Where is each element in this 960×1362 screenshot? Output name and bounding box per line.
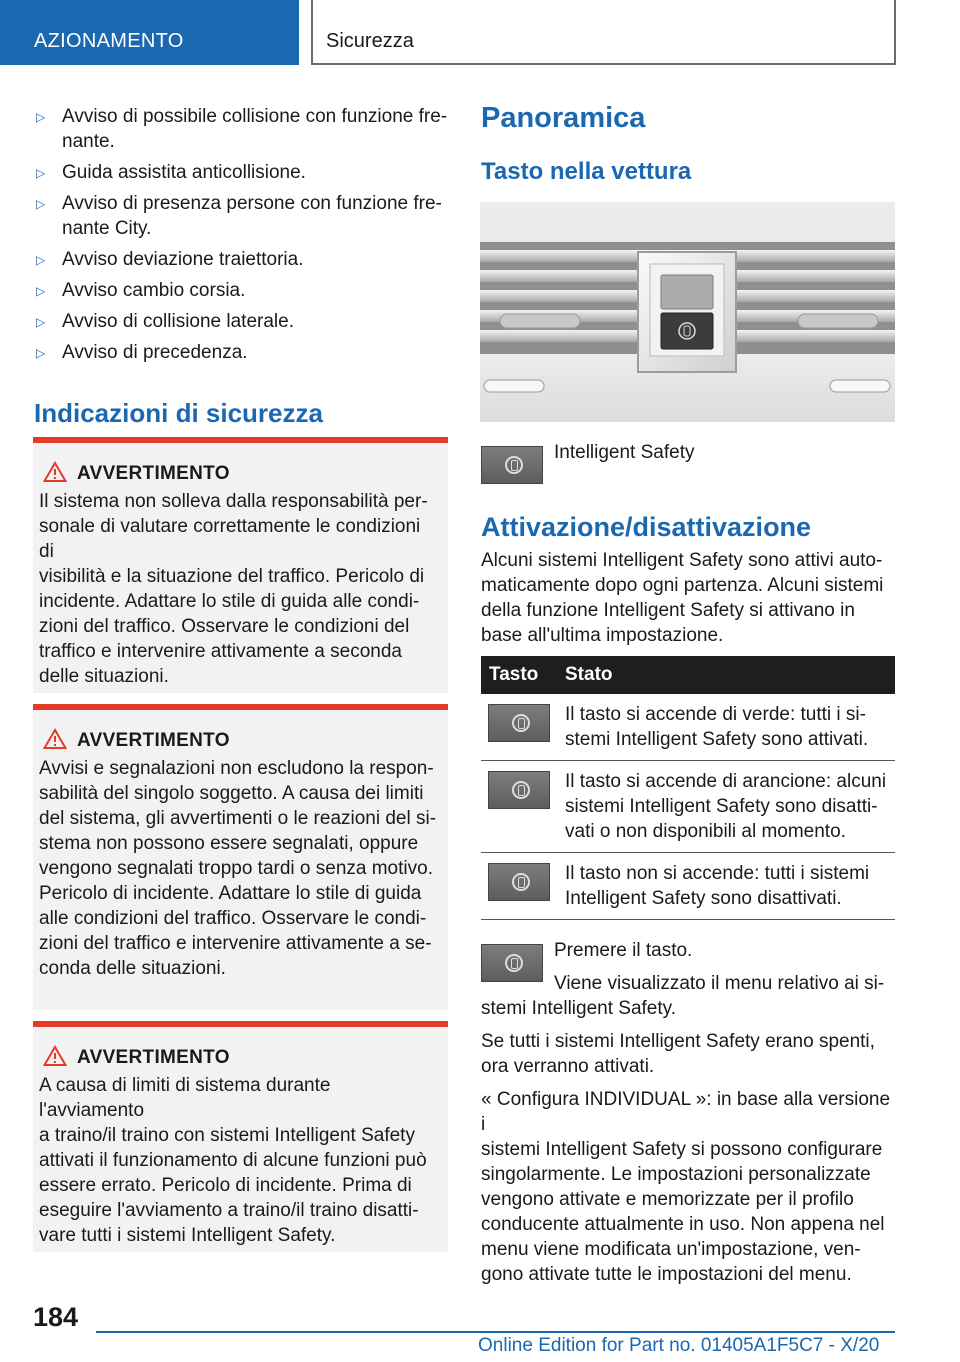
bullet-triangle-icon: ▷ [36, 346, 46, 360]
list-item: ▷ Avviso deviazione traiettoria. [34, 247, 448, 272]
bullet-triangle-icon: ▷ [36, 166, 46, 180]
button-orange-icon [488, 771, 550, 809]
table-row [481, 853, 895, 920]
bullet-triangle-icon: ▷ [36, 315, 46, 329]
safety-heading: Indicazioni di sicurezza [34, 398, 323, 428]
warning-title: AVVERTIMENTO [39, 730, 440, 752]
footer-rule [96, 1331, 895, 1333]
warning-text: A causa di limiti di sistema durante l'avviamento a traino/il traino con sistemi Intelligent Safety attivati il funzionamento di alcune funzioni può essere errato. Pericolo di incidente. Prima di eseguire l'avviamento a traino/il traino disatti- vare tutti i sistemi Intelligent Safety. [39, 1075, 427, 1246]
warning-text: Il sistema non solleva dalla responsabilità per- sonale di valutare correttamente le condizioni di visibilità e la situazione del traffico. Pericolo di incidente. Adattare lo stile di guida alle condi- zioni del traffico. Osservare le condizioni del traffico e intervenire attivamente a seconda delle situazioni. [39, 491, 428, 687]
list-item: ▷ Guida assistita anticollisione. [34, 160, 448, 185]
list-item: ▷ Avviso di possibile collisione con funzione fre- nante. [36, 106, 448, 152]
section-title: AZIONAMENTO [34, 30, 184, 52]
table-row [481, 761, 895, 853]
status-table [481, 656, 895, 920]
activation-intro: Alcuni sistemi Intelligent Safety sono attivi auto- maticamente dopo ogni partenza. Alcuni sistemi della funzione Intelligent Safety si attivano in base all'ultima impostazione. [481, 550, 884, 646]
overview-subtitle: Tasto nella vettura [481, 158, 692, 185]
warning-triangle-icon [43, 461, 67, 483]
button-off-icon [488, 863, 550, 901]
paragraph-reactivate: Se tutti i sistemi Intelligent Safety erano spenti, ora verranno attivati. [481, 1031, 875, 1077]
bullet-triangle-icon: ▷ [36, 253, 46, 267]
status-text: Il tasto si accende di arancione: alcuni sistemi Intelligent Safety sono disatti- vati o non disponibili al momento. [557, 761, 895, 853]
warning-text: Avvisi e segnalazioni non escludono la respon- sabilità del singolo soggetto. A causa dei limiti del sistema, gli avvertimenti o le reazioni del si- stema non possono essere segnalati, oppure vengono segnalati troppo tardi o senza motivo. Pericolo di incidente. Adattare lo stile di guida alle condizioni del traffico. Osservare le condi- zioni del traffico e intervenire attivamente a se- conda delle situazioni. [39, 758, 437, 979]
step-menu: Viene visualizzato il menu relativo ai si- [554, 973, 885, 994]
edition-link[interactable]: Online Edition for Part no. 01405A1F5C7 - X/20 [478, 1335, 880, 1356]
column-header-key: Tasto [481, 656, 557, 694]
step-press: Premere il tasto. [554, 940, 693, 961]
list-item: ▷ Avviso di collisione laterale. [34, 309, 448, 334]
bullet-triangle-icon: ▷ [36, 197, 46, 211]
feature-list [34, 104, 448, 365]
warning-box-2 [33, 704, 448, 1010]
button-label: Intelligent Safety [554, 442, 695, 463]
bullet-triangle-icon: ▷ [36, 284, 46, 298]
warning-title: AVVERTIMENTO [39, 1047, 440, 1069]
activation-title: Attivazione/disattivazione [481, 512, 812, 542]
paragraph-individual: « Configura INDIVIDUAL »: in base alla versione i sistemi Intelligent Safety si possono configurare singolarmente. Le impostazioni personalizzate vengono attivate e memorizzate per il profilo conducente attualmente in uso. Non appena nel menu viene modificata un'impostazione, ven- gono attivate tutte le impostazioni del menu. [481, 1089, 891, 1285]
warning-triangle-icon [43, 728, 67, 750]
warning-triangle-icon [43, 1045, 67, 1067]
page-number: 184 [33, 1302, 79, 1332]
intelligent-safety-button-icon [481, 446, 543, 484]
bullet-triangle-icon: ▷ [36, 110, 46, 124]
warning-box-3 [33, 1021, 448, 1252]
button-green-icon [488, 704, 550, 742]
status-text: Il tasto non si accende: tutti i sistemi Intelligent Safety sono disattivati. [557, 853, 895, 920]
chapter-title: Sicurezza [326, 30, 414, 52]
list-item: ▷ Avviso cambio corsia. [34, 278, 448, 303]
step-menu-cont: stemi Intelligent Safety. [481, 998, 677, 1019]
warning-box-1 [33, 437, 448, 693]
status-text: Il tasto si accende di verde: tutti i si- stemi Intelligent Safety sono attivati. [557, 694, 895, 761]
list-item: ▷ Avviso di precedenza. [34, 340, 448, 365]
section-tab [0, 0, 299, 65]
chapter-header [311, 0, 896, 65]
warning-title: AVVERTIMENTO [39, 463, 440, 485]
list-item: ▷ Avviso di presenza persone con funzione fre- nante City. [36, 193, 442, 239]
table-row [481, 694, 895, 761]
vehicle-button-illustration [480, 202, 895, 422]
press-button-icon [481, 944, 543, 982]
overview-title: Panoramica [481, 102, 646, 134]
feature-list-column [34, 104, 448, 371]
column-header-status: Stato [557, 656, 895, 694]
